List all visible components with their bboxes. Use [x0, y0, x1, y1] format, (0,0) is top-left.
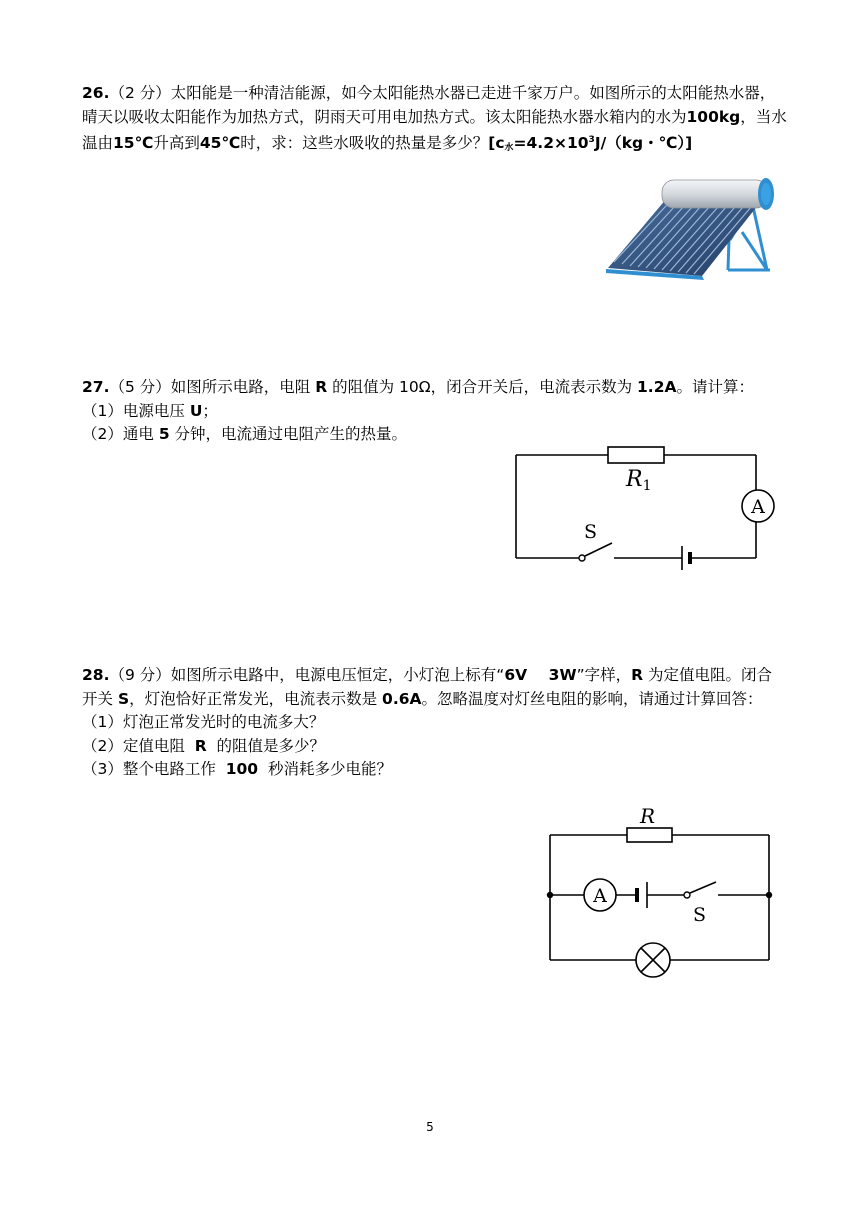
subquestion-number: （2）: [82, 736, 123, 755]
subquestion-text: 定值电阻: [122, 736, 195, 755]
question-text: 。忽略温度对灯丝电阻的影响，请通过计算回答：: [421, 689, 763, 708]
question-text: 如图所示电路，电阻: [170, 378, 316, 396]
formula-part: [c: [488, 134, 505, 152]
score: （5 分）: [109, 378, 171, 396]
current-value: 0.6A: [382, 689, 422, 708]
circuit-diagram-q27: [508, 440, 778, 570]
formula-exponent: 3: [588, 135, 595, 145]
question-27-text: [82, 376, 787, 400]
question-27: [82, 376, 787, 447]
question-text: ，闭合开关后，电流表示数为: [430, 378, 638, 396]
switch-label: S: [693, 904, 707, 926]
subquestion-text: 的阻值是多少？: [206, 736, 326, 755]
resistor-symbol: R: [315, 378, 328, 396]
switch-contact: [684, 892, 690, 898]
subquestion-1: [82, 711, 787, 735]
ammeter-label: A: [593, 885, 607, 907]
question-28-text: [82, 664, 787, 711]
formula-unit: J/（kg・℃）]: [594, 134, 693, 152]
question-number: 28.: [82, 666, 110, 684]
question-28: [82, 664, 787, 782]
subquestion-text: 灯泡正常发光时的电流多大？: [122, 713, 325, 731]
question-text: 。请计算：: [676, 378, 754, 396]
current-value: 1.2A: [637, 378, 677, 396]
question-text: 太阳能是一种清洁能源，如今太阳能热水器已走进千家万户。如图所示的太阳能热水器，晴天以吸收太阳能作为加热方式，阴雨天可用电加热方式。该太阳能热水器水箱内的水为: [82, 84, 776, 126]
score: （2 分）: [109, 84, 171, 102]
subquestion-number: （2）: [82, 425, 123, 443]
subquestion-text: 分钟，电流通过电阻产生的热量。: [169, 425, 408, 443]
switch-label: S: [584, 521, 598, 543]
question-text: 时，求：这些水吸收的热量是多少？: [240, 134, 489, 152]
resistor-label: R: [640, 804, 656, 828]
temperature-start: 15℃: [113, 134, 154, 152]
resistor-label: R1: [626, 467, 652, 494]
subquestion-3: [82, 758, 787, 782]
solar-water-heater-image: [602, 172, 780, 280]
formula-part: =4.2×10: [513, 134, 589, 152]
subquestion-text: 整个电路工作: [122, 760, 226, 778]
time-value: 5: [158, 425, 170, 443]
resistor-symbol: R: [631, 666, 644, 684]
question-26-text: [82, 82, 787, 161]
junction-dot: [547, 892, 553, 898]
subquestion-text: 电源电压: [122, 401, 190, 420]
question-text: ，当水温由: [82, 107, 787, 152]
formula-subscript: 水: [504, 143, 514, 153]
question-number: 26.: [82, 84, 110, 102]
subquestion-number: （3）: [82, 760, 123, 778]
question-text: ，灯泡恰好正常发光，电流表示数是: [129, 689, 383, 708]
question-text: 如图所示电路中，电源电压恒定，小灯泡上标有“: [170, 666, 505, 684]
lamp-rating: 6V 3W: [504, 666, 577, 684]
question-number: 27.: [82, 378, 110, 396]
page-number: 5: [426, 1120, 434, 1134]
score: （9 分）: [109, 666, 171, 684]
subquestion-text: 秒消耗多少电能？: [258, 760, 392, 778]
resistance-value: 10Ω: [399, 378, 431, 396]
question-text: 的阻值为: [327, 378, 399, 396]
switch-symbol: [585, 543, 612, 556]
time-value: 100: [225, 760, 259, 778]
subquestion-number: （1）: [82, 713, 123, 731]
switch-symbol: [690, 882, 716, 893]
specific-heat-formula: [488, 134, 692, 152]
resistor-symbol: [627, 828, 672, 842]
temperature-end: 45℃: [199, 134, 241, 152]
question-text: 升高到: [153, 134, 200, 152]
circuit-diagram-q28: [540, 800, 780, 980]
question-text: ”字样，: [576, 666, 632, 684]
resistor-symbol: R: [194, 736, 207, 755]
junction-dot: [766, 892, 772, 898]
subquestion-text: ；: [202, 401, 218, 420]
ammeter-label: A: [751, 496, 765, 518]
switch-contact: [579, 555, 585, 561]
switch-symbol: S: [117, 689, 130, 708]
subquestion-1: [82, 400, 787, 424]
question-26: [82, 82, 787, 161]
resistor-symbol: [608, 447, 664, 463]
voltage-symbol: U: [189, 401, 203, 420]
question-text: 为定值电阻。闭合开关: [82, 666, 772, 708]
subquestion-text: 通电: [122, 425, 159, 443]
subquestion-number: （1）: [82, 401, 123, 420]
mass-value: 100kg: [686, 107, 741, 126]
subquestion-2: [82, 735, 787, 759]
